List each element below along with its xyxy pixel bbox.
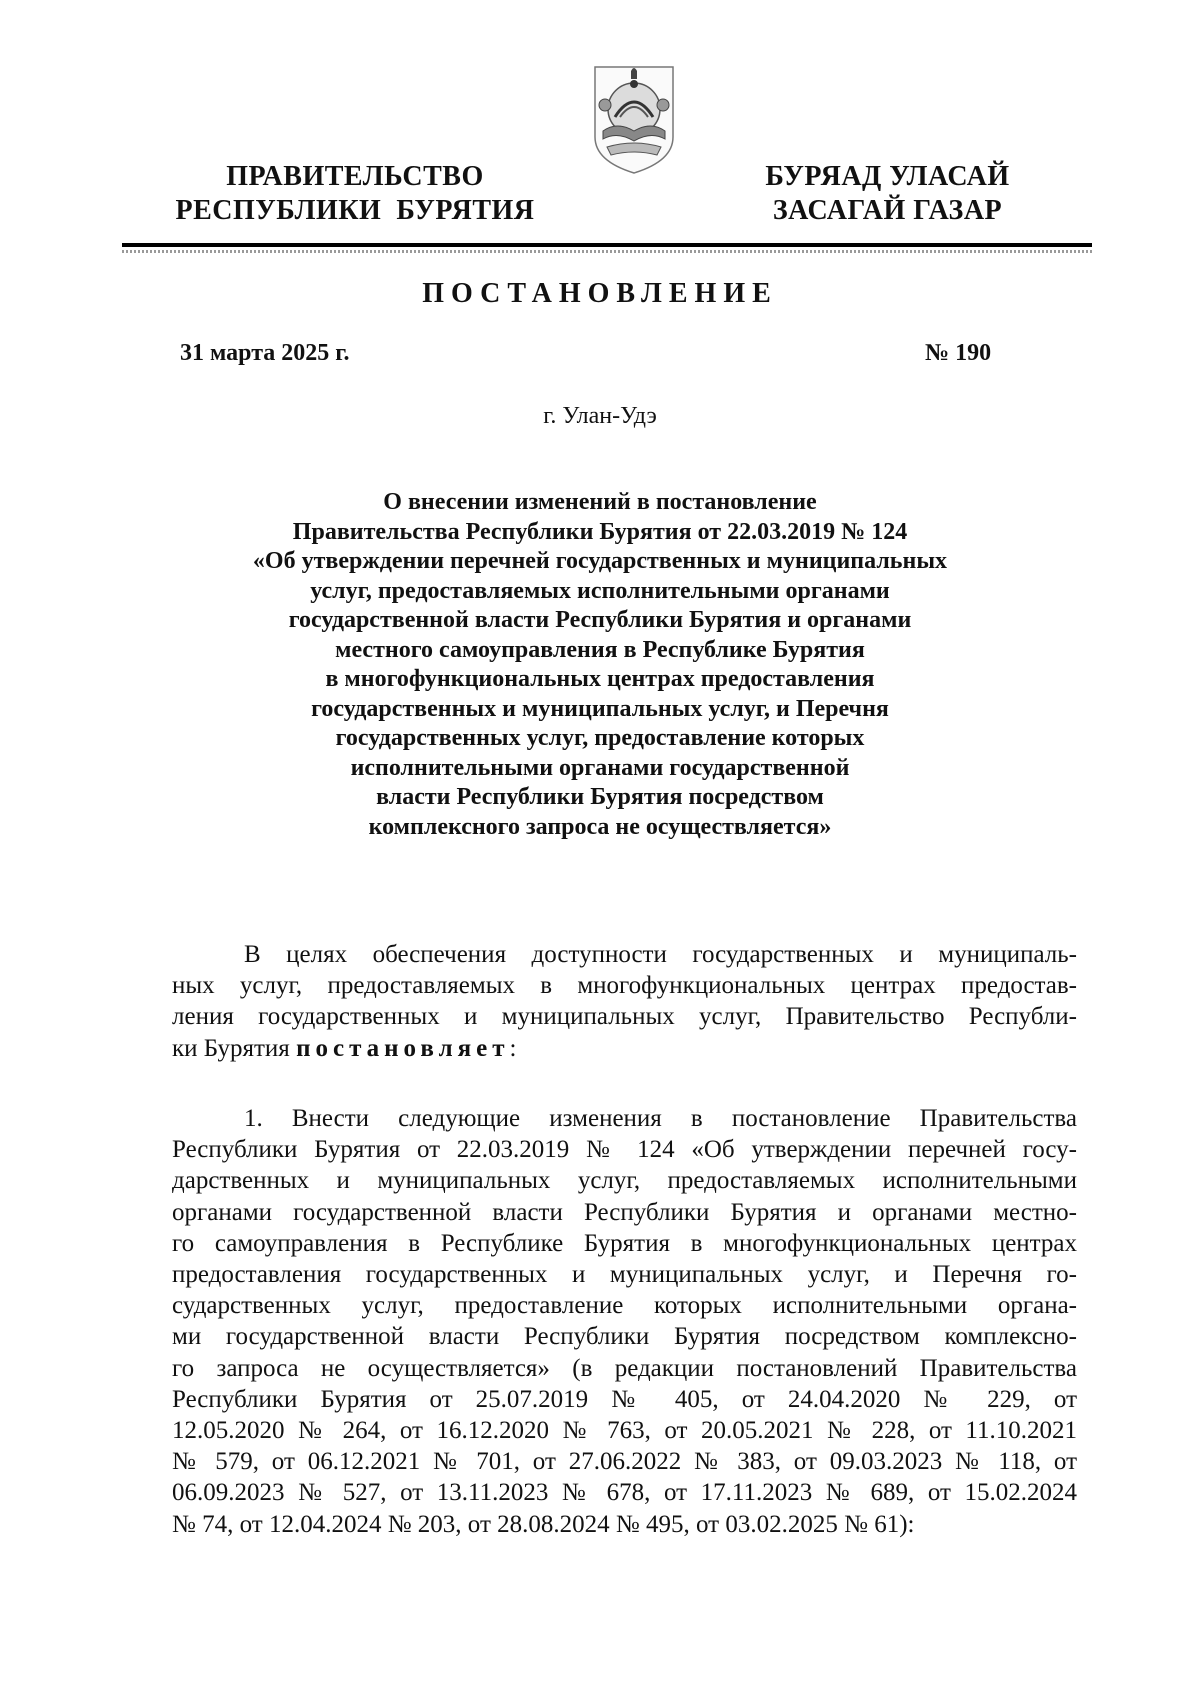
org-name-russian-line-1: ПРАВИТЕЛЬСТВО — [226, 161, 484, 192]
org-name-russian-line-2: РЕСПУБЛИКИ БУРЯТИЯ — [175, 195, 535, 226]
title-line: государственной власти Республики Бурятия и органами — [288, 607, 912, 633]
title-line: в многофункциональных центрах предоставления — [325, 666, 875, 692]
preamble-paragraph — [172, 939, 1077, 1064]
org-name-russian — [170, 160, 540, 228]
paragraph-1-line: дарственных и муниципальных услуг, предоставляемых исполнительными — [172, 1167, 1077, 1195]
title-line: исполнительными органами государственной — [350, 754, 850, 781]
paragraph-1-line: органами государственной власти Республики Бурятия и органами местно- — [172, 1198, 1077, 1226]
paragraph-1-line: го самоуправления в Республике Бурятия в многофункциональных центрах — [172, 1229, 1077, 1257]
decree-word: постановляет — [296, 1034, 510, 1062]
document-date: 31 марта 2025 г. — [180, 340, 350, 366]
paragraph-1-line: № 74, от 12.04.2024 № 203, от 28.08.2024 № 495, от 03.02.2025 № 61): — [172, 1510, 915, 1538]
paragraph-1-line: 1. Внести следующие изменения в постановление Правительства — [244, 1105, 1077, 1132]
paragraph-1 — [172, 1103, 1077, 1540]
paragraph-1-line: предоставления государственных и муниципальных услуг, и Перечня го- — [172, 1261, 1077, 1289]
title-line: власти Республики Бурятия посредством — [376, 784, 824, 810]
paragraph-1-line: 12.05.2020 № 264, от 16.12.2020 № 763, от 20.05.2021 № 228, от 11.10.2021 — [172, 1417, 1077, 1445]
title-line: государственных и муниципальных услуг, и Перечня — [311, 695, 889, 722]
title-line: комплексного запроса не осуществляется» — [368, 813, 832, 840]
paragraph-1-line: № 579, от 06.12.2021 № 701, от 27.06.2022 № 383, от 09.03.2023 № 118, от — [172, 1448, 1077, 1476]
republic-of-buryatia-coat-of-arms-icon — [587, 57, 681, 177]
header-divider-thin — [122, 250, 1092, 253]
title-line: Правительства Республики Бурятия от 22.03.2019 № 124 — [292, 518, 908, 545]
title-line: О внесении изменений в постановление — [383, 489, 817, 515]
document-number: № 190 — [925, 340, 992, 366]
title-line: «Об утверждении перечней государственных и муниципальных — [252, 548, 948, 574]
title-line: государственных услуг, предоставление которых — [335, 725, 865, 751]
header-divider-thick — [122, 243, 1092, 247]
paragraph-1-line: сударственных услуг, предоставление которых исполнительными органа- — [172, 1292, 1077, 1320]
title-line: услуг, предоставляемых исполнительными органами — [310, 577, 890, 604]
document-title — [160, 488, 1040, 842]
document-city: г. Улан-Удэ — [543, 403, 657, 429]
preamble-line: ления государственных и муниципальных услуг, Правительство Республи- — [172, 1003, 1077, 1031]
paragraph-1-line: Республики Бурятия от 25.07.2019 № 405, от 24.04.2020 № 229, от — [172, 1385, 1077, 1413]
paragraph-1-line: Республики Бурятия от 22.03.2019 № 124 «Об утверждении перечней госу- — [172, 1136, 1077, 1164]
paragraph-1-line: ми государственной власти Республики Бурятия посредством комплексно- — [172, 1323, 1077, 1351]
preamble-line-last — [172, 1033, 1077, 1064]
paragraph-1-line: го запроса не осуществляется» (в редакции постановлений Правительства — [172, 1354, 1077, 1382]
preamble-line: В целях обеспечения доступности государственных и муниципаль- — [244, 941, 1077, 968]
preamble-last-suffix: : — [509, 1034, 517, 1062]
org-name-buryat-line-1: БУРЯАД УЛАСАЙ — [765, 161, 1010, 192]
document-type: ПОСТАНОВЛЕНИЕ — [422, 278, 778, 309]
org-name-buryat — [745, 160, 1030, 228]
org-name-buryat-line-2: ЗАСАГАЙ ГАЗАР — [772, 195, 1003, 226]
preamble-last-prefix: ки Бурятия — [172, 1034, 297, 1062]
preamble-line: ных услуг, предоставляемых в многофункциональных центрах предостав- — [172, 972, 1077, 1000]
title-line: местного самоуправления в Республике Бурятия — [335, 636, 865, 663]
paragraph-1-line: 06.09.2023 № 527, от 13.11.2023 № 678, от 17.11.2023 № 689, от 15.02.2024 — [172, 1479, 1077, 1507]
